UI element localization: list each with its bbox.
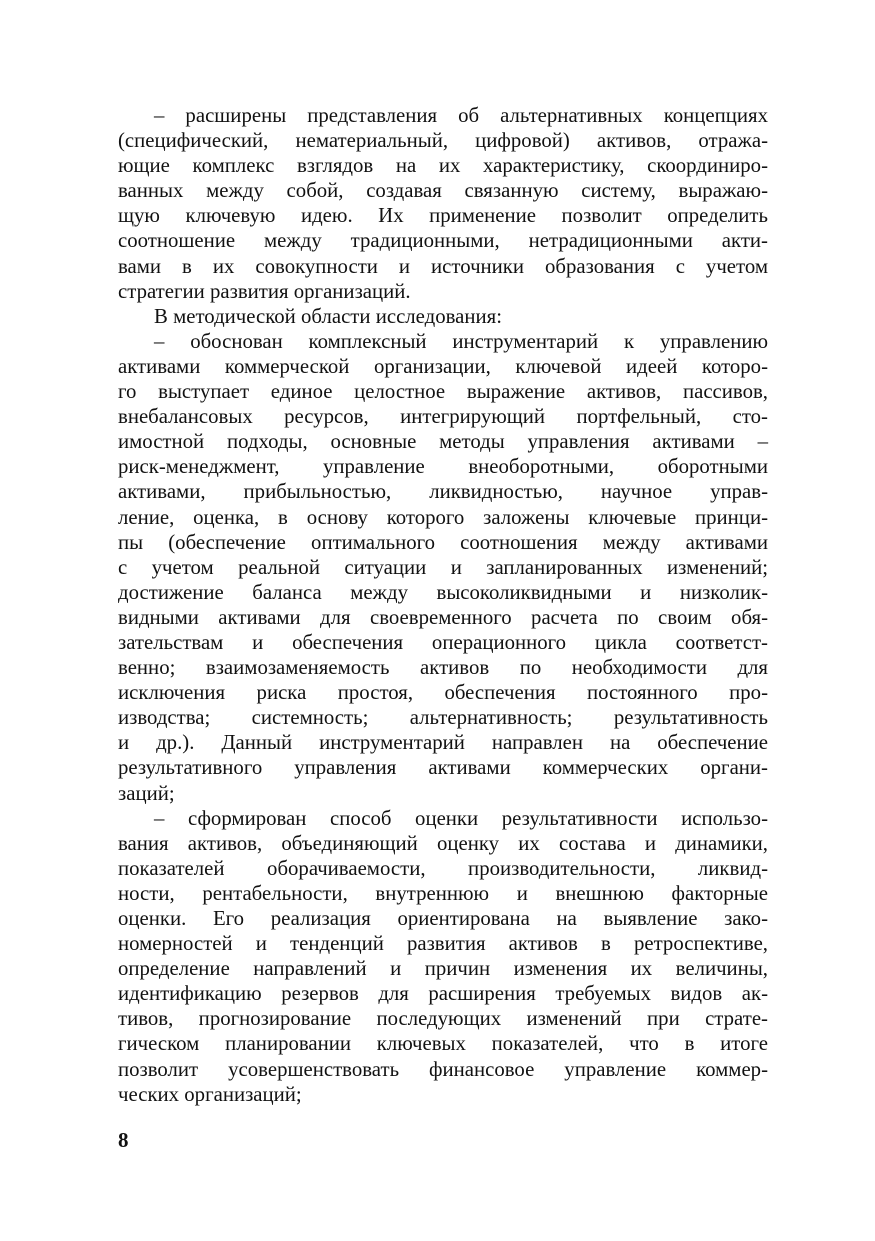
- paragraph: [118, 304, 768, 329]
- text-line: соотношение между традиционными, нетрадиционными акти-: [118, 229, 768, 253]
- text-line: вания активов, объединяющий оценку их состава и динамики,: [118, 831, 768, 855]
- text-line: заций;: [118, 781, 175, 805]
- text-line: ление, оценка, в основу которого заложены ключевые принци-: [118, 505, 768, 529]
- page-number: 8: [118, 1128, 129, 1152]
- text-line: показателей оборачиваемости, производительности, ликвид-: [118, 856, 768, 880]
- text-line: щую ключевую идею. Их применение позволит определить: [118, 204, 768, 228]
- paragraph: [118, 329, 768, 806]
- text-line: (специфический, нематериальный, цифровой) активов, отража-: [118, 129, 768, 153]
- text-line: ности, рентабельности, внутреннюю и внешнюю факторные: [118, 881, 768, 905]
- text-line: – расширены представления об альтернативных концепциях: [154, 104, 768, 127]
- text-line: активами коммерческой организации, ключевой идеей которо-: [118, 354, 768, 378]
- text-line: активами, прибыльностью, ликвидностью, научное управ-: [118, 480, 768, 504]
- text-line: – обоснован комплексный инструментарий к управлению: [154, 329, 768, 353]
- text-line: результативного управления активами коммерческих органи-: [118, 756, 768, 780]
- text-line: венно; взаимозаменяемость активов по необходимости для: [118, 656, 768, 680]
- paragraph: [118, 103, 768, 304]
- text-line: ческих организаций;: [118, 1082, 302, 1106]
- text-line: исключения риска простоя, обеспечения постоянного про-: [118, 681, 768, 705]
- text-line: оценки. Его реализация ориентирована на выявление зако-: [118, 907, 768, 930]
- text-line: ванных между собой, создавая связанную систему, выражаю-: [118, 179, 768, 203]
- text-line: и др.). Данный инструментарий направлен на обеспечение: [118, 731, 768, 755]
- text-line: позволит усовершенствовать финансовое управление коммер-: [118, 1057, 768, 1081]
- text-line: достижение баланса между высоколиквидными и низколик-: [118, 580, 768, 604]
- text-line: номерностей и тенденций развития активов в ретроспективе,: [118, 932, 768, 956]
- text-line: пы (обеспечение оптимального соотношения между активами: [118, 530, 768, 554]
- text-line: определение направлений и причин изменения их величины,: [118, 957, 768, 981]
- text-line: имостной подходы, основные методы управления активами –: [118, 430, 768, 454]
- text-line: стратегии развития организаций.: [118, 279, 411, 303]
- text-line: риск-менеджмент, управление внеоборотными, оборотными: [118, 455, 768, 479]
- paragraph: [118, 806, 768, 1107]
- text-line: го выступает единое целостное выражение активов, пассивов,: [118, 380, 768, 404]
- text-line: с учетом реальной ситуации и запланированных изменений;: [118, 555, 768, 579]
- text-line: идентификацию резервов для расширения требуемых видов ак-: [118, 982, 768, 1006]
- text-line: вами в их совокупности и источники образования с учетом: [118, 254, 768, 278]
- text-line: гическом планировании ключевых показателей, что в итоге: [118, 1032, 768, 1056]
- text-line: зательствам и обеспечения операционного цикла соответст-: [118, 630, 768, 654]
- text-line: – сформирован способ оценки результативности использо-: [154, 806, 768, 830]
- text-line: видными активами для своевременного расчета по своим обя-: [118, 605, 768, 629]
- text-line: тивов, прогнозирование последующих изменений при страте-: [118, 1007, 768, 1031]
- text-line: В методической области исследования:: [154, 304, 503, 328]
- text-line: внебалансовых ресурсов, интегрирующий портфельный, сто-: [118, 405, 768, 429]
- page-body-text: [118, 103, 768, 1107]
- text-line: ющие комплекс взглядов на их характеристику, скоординиро-: [118, 154, 768, 178]
- text-line: изводства; системность; альтернативность; результативность: [118, 706, 768, 730]
